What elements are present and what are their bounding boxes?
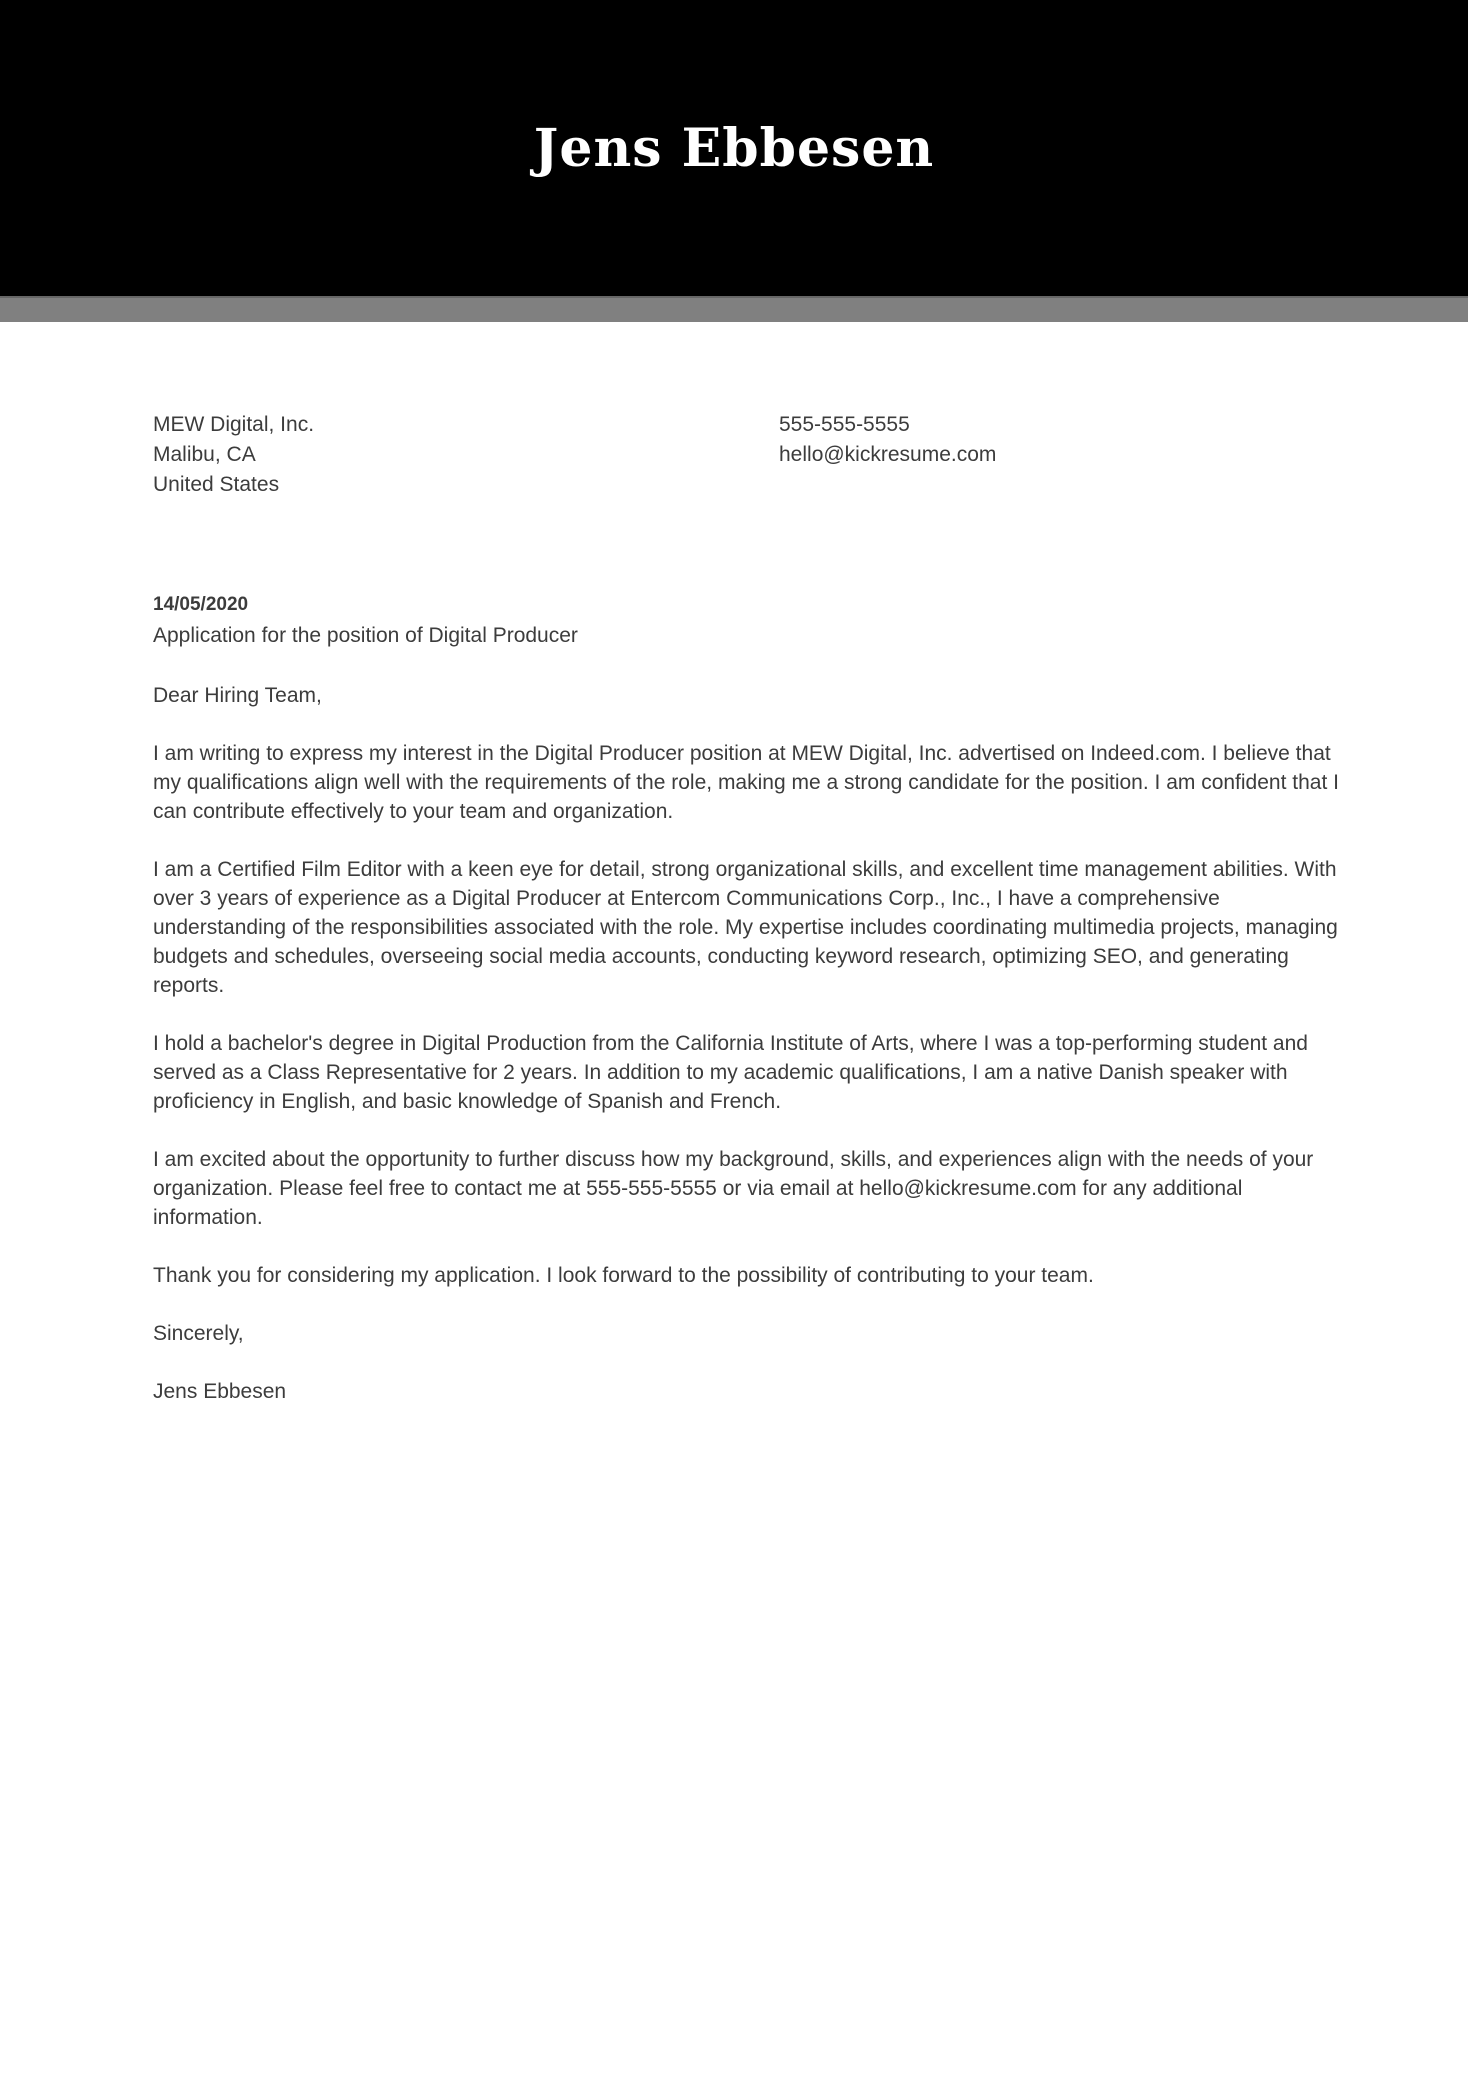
- letter-subject: Application for the position of Digital Producer: [153, 624, 578, 647]
- letter-date: 14/05/2020: [153, 594, 249, 615]
- paragraph-education: I hold a bachelor's degree in Digital Production from the California Institute of Arts, where I was a top-performing student and served as a Class Representative for 2 years. In addition to my academic qualifications, I am a native Danish speaker with proficiency in English, and basic knowledge of Spanish and French.: [153, 1032, 1308, 1113]
- divider-stripe: [0, 296, 1468, 322]
- recipient-country: United States: [153, 473, 280, 496]
- paragraph-thanks: Thank you for considering my application. I look forward to the possibility of contributing to your team.: [153, 1264, 1094, 1287]
- letter-content: [0, 410, 1468, 1406]
- signature-name: Jens Ebbesen: [153, 1380, 287, 1403]
- sender-phone: 555-555-5555: [779, 413, 910, 436]
- applicant-name-title: Jens Ebbesen: [533, 117, 935, 179]
- paragraph-intro: I am writing to express my interest in the Digital Producer position at MEW Digital, Inc. advertised on Indeed.com. I believe that my qualifications align well with the requirements of the role, making me a strong candidate for the position. I am confident that I can contribute effectively to your team and organization.: [153, 742, 1339, 823]
- letter-header: [0, 0, 1468, 296]
- recipient-contact-row: [153, 410, 1353, 500]
- letter-body: [153, 681, 1353, 1348]
- recipient-address-block: [153, 410, 779, 500]
- recipient-company: MEW Digital, Inc.: [153, 413, 315, 436]
- paragraph-experience: I am a Certified Film Editor with a keen eye for detail, strong organizational skills, and excellent time management abilities. With over 3 years of experience as a Digital Producer at Entercom Communications Corp., Inc., I have a comprehensive understanding of the responsibilities associated with the role. My expertise includes coordinating multimedia projects, managing budgets and schedules, overseeing social media accounts, conducting keyword research, optimizing SEO, and generating reports.: [153, 858, 1338, 997]
- paragraph-contact-invite: I am excited about the opportunity to further discuss how my background, skills, and experiences align with the needs of your organization. Please feel free to contact me at 555-555-5555 or via email at hello@kickresume.com for any additional information.: [153, 1148, 1314, 1229]
- salutation: Dear Hiring Team,: [153, 684, 322, 707]
- closing: Sincerely,: [153, 1322, 244, 1345]
- recipient-city: Malibu, CA: [153, 443, 256, 466]
- sender-email: hello@kickresume.com: [779, 443, 997, 466]
- sender-contact-block: [779, 410, 1353, 500]
